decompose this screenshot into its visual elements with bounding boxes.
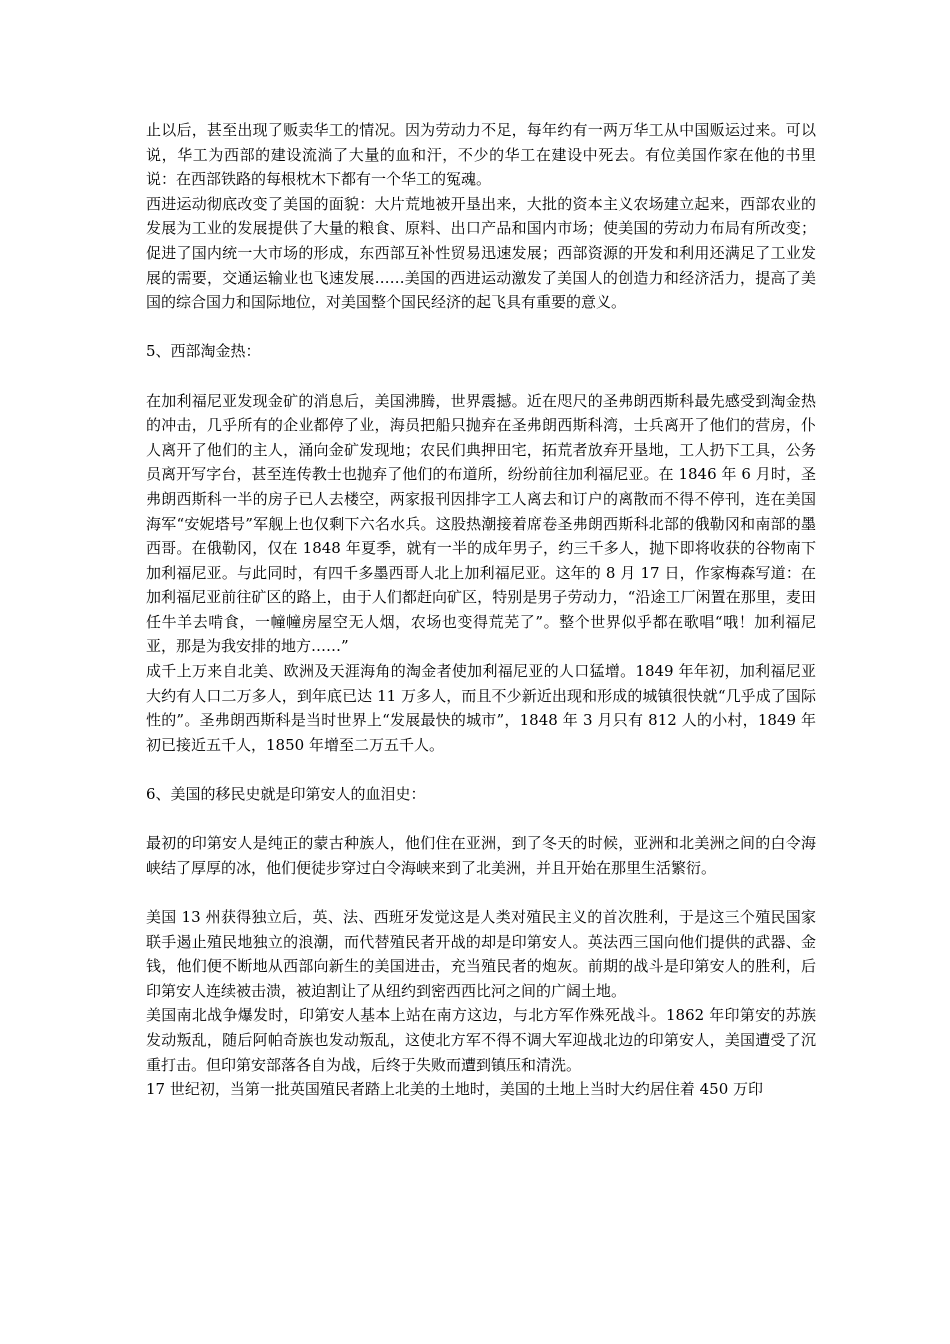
paragraph-population-growth: 成千上万来自北美、欧洲及天涯海角的淘金者使加利福尼亚的人口猛增。1849 年年初，加利福尼亚大约有人口二万多人，到年底已达 11 万多人，而且不少新近出现和形成的城镇很快就“几乎成了国际性的”。圣弗朗西斯科是当时世界上“发展最快的城市”，1848 年 3 月只有 812 人的小村，1849 年初已接近五千人，1850 年增至二万五千人。 [146,662,816,754]
blank-line [146,880,816,905]
paragraph-chinese-laborers: 止以后，甚至出现了贩卖华工的情况。因为劳动力不足，每年约有一两万华工从中国贩运过来。可以说，华工为西部的建设流淌了大量的血和汗，不少的华工在建设中死去。有位美国作家在他的书里说：在西部铁路的每根枕木下都有一个华工的冤魂。 [146,121,816,189]
blank-line [146,807,816,832]
paragraph-westward-impact: 西进运动彻底改变了美国的面貌：大片荒地被开垦出来，大批的资本主义农场建立起来，西部农业的发展为工业的发展提供了大量的粮食、原料、出口产品和国内市场；使美国的劳动力布局有所改变；促进了国内统一大市场的形成，东西部互补性贸易迅速发展；西部资源的开发和利用还满足了工业发展的需要，交通运输业也飞速发展……美国的西进运动激发了美国人的创造力和经济活力，提高了美国的综合国力和国际地位，对美国整个国民经济的起飞具有重要的意义。 [146,194,816,312]
blank-line [146,364,816,389]
section-heading-gold-rush: 5、西部淘金热： [146,342,261,361]
paragraph-independence-wars: 美国 13 州获得独立后，英、法、西班牙发觉这是人类对殖民主义的首次胜利，于是这三个殖民国家联手遏止殖民地独立的浪潮，而代替殖民者开战的却是印第安人。英法西三国向他们提供的武器、金钱，他们便不断地从西部向新生的美国进击，充当殖民者的炮灰。前期的战斗是印第安人的胜利，后印第安人连续被击溃，被迫割让了从纽约到密西西比河之间的广阔土地。 [146,908,816,1000]
document-page [146,118,816,1102]
paragraph-civil-war: 美国南北战争爆发时，印第安人基本上站在南方这边，与北方军作殊死战斗。1862 年印第安的苏族发动叛乱，随后阿帕奇族也发动叛乱，这使北方军不得不调大军迎战北边的印第安人，美国遭受了沉重打击。但印第安部落各自为战，后终于失败而遭到镇压和清洗。 [146,1006,816,1074]
paragraph-native-origins: 最初的印第安人是纯正的蒙古种族人，他们住在亚洲，到了冬天的时候，亚洲和北美洲之间的白令海峡结了厚厚的冰，他们便徒步穿过白令海峡来到了北美洲，并且开始在那里生活繁衍。 [146,834,816,877]
section-heading-native-americans: 6、美国的移民史就是印第安人的血泪史： [146,785,426,804]
paragraph-gold-rush: 在加利福尼亚发现金矿的消息后，美国沸腾，世界震撼。近在咫尺的圣弗朗西斯科最先感受到淘金热的冲击，几乎所有的企业都停了业，海员把船只抛弃在圣弗朗西斯科湾，士兵离开了他们的营房，仆人离开了他们的主人，涌向金矿发现地；农民们典押田宅，拓荒者放弃开垦地，工人扔下工具，公务员离开写字台，甚至连传教士也抛弃了他们的布道所，纷纷前往加利福尼亚。在 1846 年 6 月时，圣弗朗西斯科一半的房子已人去楼空，两家报刊因排字工人离去和订户的离散而不得不停刊，连在美国海军“安妮塔号”军舰上也仅剩下六名水兵。这股热潮接着席卷圣弗朗西斯科北部的俄勒冈和南部的墨西哥。在俄勒冈，仅在 1848 年夏季，就有一半的成年男子，约三千多人，抛下即将收获的谷物南下加利福尼亚。与此同时，有四千多墨西哥人北上加利福尼亚。这年的 8 月 17 日，作家梅森写道：在加利福尼亚前往矿区的路上，由于人们都赶向矿区，特别是男子劳动力，“沿途工厂闲置在那里，麦田任牛羊去啃食，一幢幢房屋空无人烟，农场也变得荒芜了”。整个世界似乎都在歌唱“哦！加利福尼亚，那是为我安排的地方……” [146,391,816,656]
blank-line [146,757,816,782]
blank-line [146,315,816,340]
paragraph-17th-century: 17 世纪初，当第一批英国殖民者踏上北美的土地时，美国的土地上当时大约居住着 450 万印 [146,1080,764,1099]
